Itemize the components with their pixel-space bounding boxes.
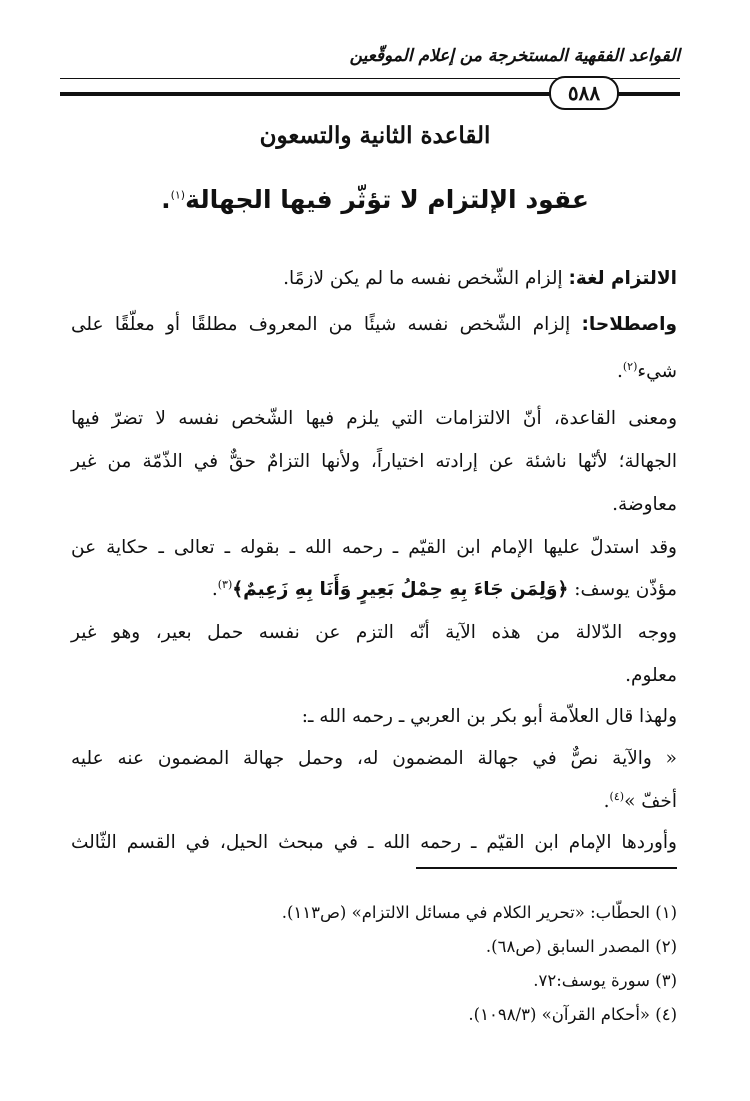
footnote-ref: (١) [170,188,186,202]
footnote-separator [416,867,677,869]
running-title: القواعد الفقهية المستخرجة من إعلام الموقّعين [349,46,680,66]
definition-text: إلزام الشّخص نفسه شيئًا من المعروف مطلقًا أو معلّقًا على [71,314,582,335]
rule-statement-text: عقود الإلتزام لا تؤثّر فيها الجهالة [185,185,589,214]
page-number [549,76,619,110]
quote-line-end [71,790,677,812]
paragraph-line: معلوم. [625,665,677,686]
paragraph-line: الجهالة؛ لأنّها ناشئة عن إرادته اختياراً، ولأنها التزامٌ حقٌّ في الذّمّة من غير [71,451,677,472]
body-text: شيء [637,361,677,383]
paragraph-line: وقد استدلّ عليها الإمام ابن القيّم ـ رحمه الله ـ بقوله ـ تعالى ـ حكاية عن [71,537,677,558]
definition-lexical [71,268,677,289]
rule-number-heading: القاعدة الثانية والتسعون [259,122,491,149]
footnote-ref: (٤) [609,790,625,803]
paragraph-line: ولهذا قال العلاّمة أبو بكر بن العربي ـ رحمه الله ـ: [301,706,677,727]
paragraph-line: ووجه الدّلالة من هذه الآية أنّه التزم عن نفسه حمل بعير، وهو غير [71,622,677,643]
quran-verse: ﴿وَلِمَن جَاءَ بِهِ حِمْلُ بَعِيرٍ وَأَنَا بِهِ زَعِيمٌ﴾ [232,579,569,601]
paragraph-line: ومعنى القاعدة، أنّ الالتزامات التي يلزم فيها الشّخص نفسه لا تضرّ فيها [71,408,677,429]
rule-statement-end: . [161,185,171,214]
quote-line: « والآية نصٌّ في جهالة المضمون له، وحمل جهالة المضمون عنه عليه [71,748,677,769]
footnote-ref: (٢) [622,360,638,373]
page-number-text: ٥٨٨ [567,81,601,105]
body-text: . [616,361,623,383]
footnote: (٤) «أحكام القرآن» (١٠٩٨/٣). [468,1005,677,1024]
footnote: (١) الحطّاب: «تحرير الكلام في مسائل الالتزام» (ص١١٣). [281,903,677,922]
footnote: (٢) المصدر السابق (ص٦٨). [485,937,677,956]
rule-statement-heading [60,185,690,214]
body-text: أخفّ » [624,791,677,813]
body-text: . [211,579,218,601]
body-text: . [603,791,610,813]
paragraph-line: وأوردها الإمام ابن القيّم ـ رحمه الله ـ في مبحث الحيل، في القسم الثّالث [71,832,677,853]
term-label: الالتزام لغة: [568,268,677,289]
paragraph-line: معاوضة. [612,494,677,515]
definition-technical-cont [71,360,677,382]
body-text: مؤذّن يوسف: [568,579,677,601]
footnote: (٣) سورة يوسف:٧٢. [533,971,677,990]
term-label: واصطلاحا: [581,314,677,335]
footnote-ref: (٣) [217,578,233,591]
definition-text: إلزام الشّخص نفسه ما لم يكن لازمًا. [283,268,569,289]
paragraph-line-ayah [71,578,677,600]
definition-technical [71,314,677,335]
